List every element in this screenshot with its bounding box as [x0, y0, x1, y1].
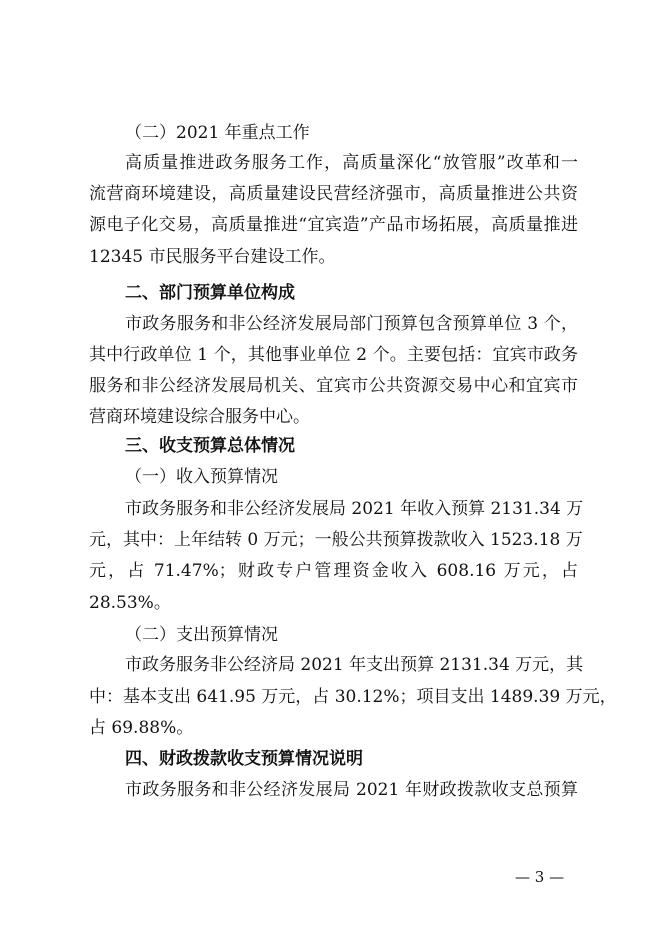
paragraph-line: 营商环境建设综合服务中心。 [89, 407, 310, 427]
subheading-income-budget: （一）收入预算情况 [125, 467, 278, 487]
paragraph-line: 高质量推进政务服务工作，高质量深化“放管服”改革和一 [125, 153, 578, 173]
paragraph-line: 市政务服务和非公经济发展局 2021 年财政拨款收支总预算 [125, 780, 578, 800]
paragraph-line: 其中行政单位 1 个，其他事业单位 2 个。主要包括：宜宾市政务 [89, 345, 578, 365]
paragraph-line: 元，其中：上年结转 0 万元；一般公共预算拨款收入 1523.18 万 [89, 530, 583, 550]
paragraph-line: 市政务服务和非公经济发展局部门预算包含预算单位 3 个， [125, 314, 578, 334]
page-number: — 3 — [515, 868, 565, 886]
paragraph-line: 28.53%。 [89, 593, 171, 613]
paragraph-line: 服务和非公经济发展局机关、宜宾市公共资源交易中心和宜宾市 [89, 376, 578, 396]
paragraph-line: 市政务服务和非公经济发展局 2021 年收入预算 2131.34 万 [125, 499, 584, 519]
heading-fiscal-appropriation: 四、财政拨款收支预算情况说明 [125, 749, 363, 769]
paragraph-line: 占 69.88%。 [89, 718, 194, 738]
paragraph-line: 元，占 71.47%；财政专户管理资金收入 608.16 万元，占 [89, 561, 578, 581]
paragraph-line: 中：基本支出 641.95 万元，占 30.12%；项目支出 1489.39 万元， [89, 687, 617, 707]
paragraph-line: 流营商环境建设，高质量建设民营经济强市，高质量推进公共资 [89, 184, 578, 204]
paragraph-line: 源电子化交易，高质量推进“宜宾造”产品市场拓展，高质量推进 [89, 215, 578, 235]
heading-department-units: 二、部门预算单位构成 [125, 283, 295, 303]
subheading-expense-budget: （二）支出预算情况 [125, 625, 278, 645]
paragraph-line: 市政务服务非公经济局 2021 年支出预算 2131.34 万元，其 [125, 655, 584, 675]
heading-overall-budget: 三、收支预算总体情况 [125, 436, 295, 456]
subheading-2021-key-work: （二）2021 年重点工作 [125, 123, 310, 143]
paragraph-line: 12345 市民服务平台建设工作。 [89, 247, 336, 267]
